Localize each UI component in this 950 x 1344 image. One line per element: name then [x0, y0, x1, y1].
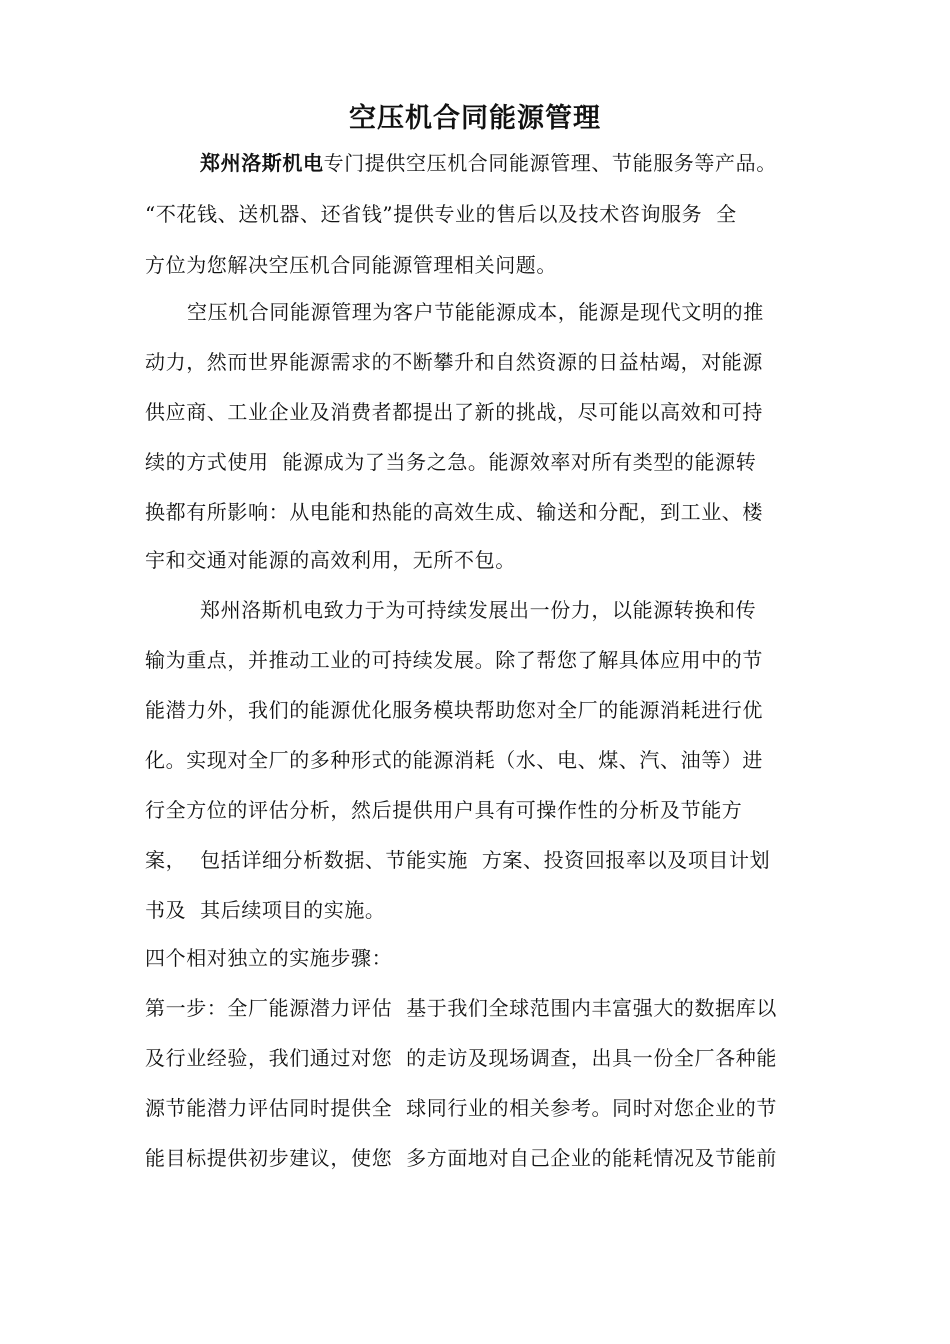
steps-heading: 四个相对独立的实施步骤： [145, 946, 393, 970]
step-1-line: 能目标提供初步建议，使您 多方面地对自己企业的能耗情况及节能前 [145, 1146, 777, 1170]
step-1-line: 第一步：全厂能源潜力评估 基于我们全球范围内丰富强大的数据库以 [145, 996, 777, 1020]
intro-line-1 [200, 148, 900, 178]
paragraph-1-line: 供应商、工业企业及消费者都提出了新的挑战，尽可能以高效和可持 [145, 400, 763, 424]
paragraph-2-line: 输为重点，并推动工业的可持续发展。除了帮您了解具体应用中的节 [145, 648, 763, 672]
paragraph-2-line: 郑州洛斯机电致力于为可持续发展出一份力，以能源转换和传 [200, 598, 757, 622]
paragraph-2-line: 书及 其后续项目的实施。 [145, 898, 386, 922]
paragraph-1-line: 续的方式使用 能源成为了当务之急。能源效率对所有类型的能源转 [145, 450, 757, 474]
paragraph-2-line: 案， 包括详细分析数据、节能实施 方案、投资回报率以及项目计划 [145, 848, 771, 872]
paragraph-2-line: 行全方位的评估分析，然后提供用户具有可操作性的分析及节能方 [145, 798, 743, 822]
intro-line-1-text: 专门提供空压机合同能源管理、节能服务等产品。 [323, 151, 777, 175]
document-title: 空压机合同能源管理 [349, 103, 601, 134]
paragraph-1-line: 空压机合同能源管理为客户节能能源成本，能源是现代文明的推 [187, 300, 764, 324]
intro-line-3: 方位为您解决空压机合同能源管理相关问题。 [145, 253, 557, 277]
step-1-line: 源节能潜力评估同时提供全 球同行业的相关参考。同时对您企业的节 [145, 1096, 777, 1120]
intro-line-2: “不花钱、送机器、还省钱”提供专业的售后以及技术咨询服务 全 [145, 202, 737, 226]
company-name: 郑州洛斯机电 [200, 151, 324, 175]
paragraph-2-line: 化。实现对全厂的多种形式的能源消耗（水、电、煤、汽、油等）进 [145, 748, 763, 772]
paragraph-2-line: 能潜力外，我们的能源优化服务模块帮助您对全厂的能源消耗进行优 [145, 698, 763, 722]
paragraph-1-line: 宇和交通对能源的高效利用，无所不包。 [145, 548, 516, 572]
step-1-line: 及行业经验，我们通过对您 的走访及现场调查，出具一份全厂各种能 [145, 1046, 777, 1070]
paragraph-1-line: 动力，然而世界能源需求的不断攀升和自然资源的日益枯竭，对能源 [145, 350, 763, 374]
paragraph-1-line: 换都有所影响：从电能和热能的高效生成、输送和分配，到工业、楼 [145, 500, 763, 524]
